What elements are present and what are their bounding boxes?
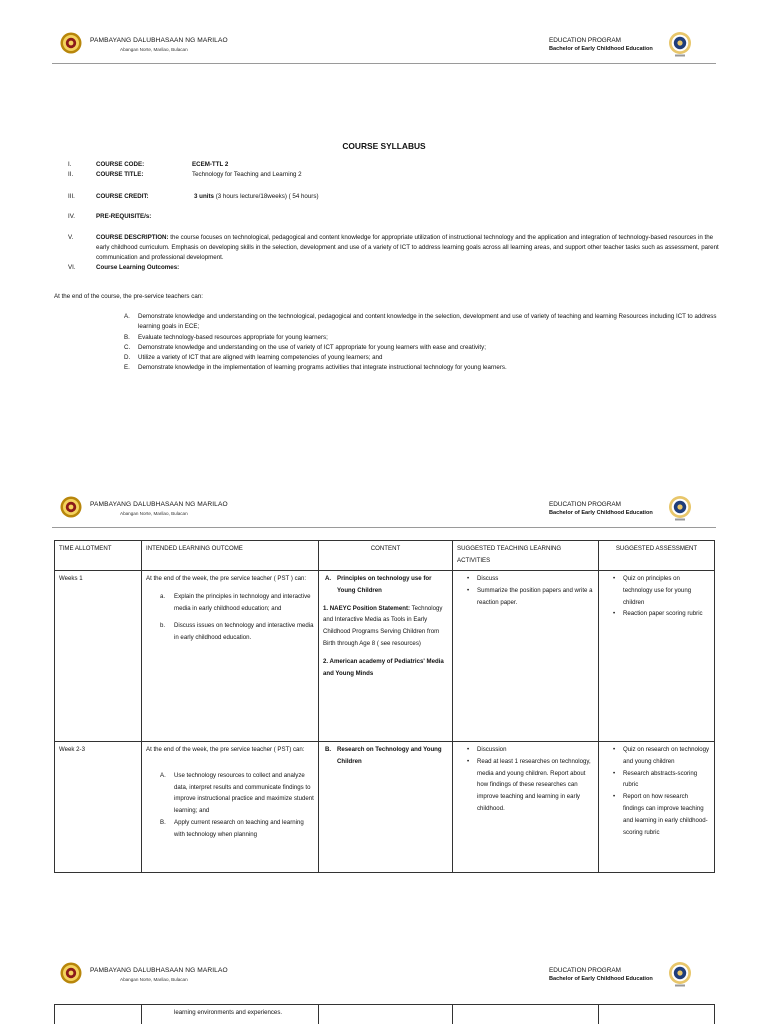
outcomes-intro: At the end of the course, the pre-service teachers can: (54, 293, 203, 300)
school-address: Abangan Norte, Marilao, Bulacan (120, 511, 188, 516)
program-label: EDUCATION PROGRAM (549, 501, 621, 508)
outcome-intro: At the end of the week, the pre service teacher ( PST ) can: (146, 575, 307, 582)
page-header-1 (0, 30, 768, 76)
degree-label: Bachelor of Early Childhood Education (549, 976, 653, 982)
course-code-value: ECEM-TTL 2 (192, 161, 229, 168)
item-text: Use technology resources to collect and analyze data, interpret results and communicate findings to improve instructional practice and maximize student learning; and (174, 771, 314, 815)
college-seal-logo (60, 32, 82, 54)
program-label: EDUCATION PROGRAM (549, 37, 621, 44)
outcome-text: Utilize a variety of ICT that are aligned with learning competencies of young learners; and (138, 354, 383, 361)
program-label: EDUCATION PROGRAM (549, 967, 621, 974)
course-description (96, 233, 720, 263)
activities-cell (453, 1005, 599, 1024)
activities-cell (453, 571, 599, 742)
column-header: SUGGESTED TEACHING LEARNING ACTIVITIES (453, 541, 599, 571)
content-text: Technology and Interactive Media as Tools in Early Childhood Programs Serving Children from Birth through Age 8 ( see resources) (323, 604, 443, 647)
bullet-icon: • (613, 769, 616, 777)
outcome-intro: At the end of the week, the pre service teacher ( PST) can: (146, 746, 305, 753)
list-item (457, 744, 594, 756)
degree-label: Bachelor of Early Childhood Education (549, 46, 653, 52)
learning-outcome-cell (142, 742, 319, 873)
bullet-icon: • (467, 746, 470, 753)
time-allotment-cell (55, 1005, 142, 1024)
outcome-letter: C. (124, 344, 131, 351)
item-text: Explain the principles in technology and interactive media in early childhood education; and (174, 592, 311, 612)
list-item (457, 573, 594, 585)
item-number: V. (68, 234, 74, 241)
course-description-text: the course focuses on technological, pedagogical and content knowledge for appropriate utilization of instructional technology and the application and integration of technology-based resources in the early childhood curriculum. Emphasis on developing skills in the selection, development and use of a variety of ICT to address learning goals across all learning areas, and support other teacher tasks such as assessment, parent communication and professional development. (96, 234, 719, 261)
item-text: Apply current research on teaching and learning with technology when planning (174, 818, 304, 838)
course-plan-table (54, 540, 715, 873)
item-text: Quiz on principles on technology use for young children (623, 575, 692, 606)
course-credit-value (194, 192, 319, 202)
bullet-icon: • (467, 575, 470, 582)
list-item (146, 770, 314, 817)
table-row (55, 571, 715, 742)
header-divider (52, 527, 716, 528)
item-number: III. (68, 193, 75, 200)
college-seal-logo (60, 496, 82, 518)
education-program-seal-logo (668, 495, 692, 521)
outcome-letter: D. (124, 354, 131, 361)
page-header-2 (0, 494, 768, 540)
item-number: II. (68, 171, 74, 178)
page-header-3 (0, 960, 768, 1006)
school-address: Abangan Norte, Marilao, Bulacan (120, 47, 188, 52)
bullet-icon: • (613, 610, 616, 618)
time-allotment-cell: Weeks 1 (55, 571, 142, 742)
learning-outcome-cell (142, 1005, 319, 1024)
table-row (55, 1005, 715, 1024)
column-header: SUGGESTED ASSESSMENT (599, 541, 715, 571)
item-text: Discuss (477, 575, 499, 582)
list-item (146, 620, 314, 644)
education-program-seal-logo (668, 31, 692, 57)
course-description-label: COURSE DESCRIPTION: (96, 234, 169, 241)
list-item (146, 591, 314, 615)
school-name: PAMBAYANG DALUBHASAAN NG MARILAO (90, 501, 228, 508)
item-letter: B. (325, 746, 332, 753)
item-text: Report on how research findings can improve teaching and learning in early childhood-scoring rubric (623, 793, 708, 836)
assessment-cell (599, 742, 715, 873)
outcome-letter: A. (124, 313, 130, 320)
learning-outcome-cell (142, 571, 319, 742)
content-cell (319, 742, 453, 873)
list-item (603, 791, 710, 838)
content-heading (323, 744, 448, 768)
content-cell (319, 1005, 453, 1024)
item-text: Research abstracts-scoring rubric (623, 769, 698, 789)
course-title-label: COURSE TITLE: (96, 171, 144, 178)
outcome-text: Demonstrate knowledge and understanding on the technological, pedagogical and content knowledge in the selection, development and use of variety of teaching and learning Resources including ICT to address learning goals in ECE; (138, 313, 717, 330)
learning-outcomes-label: Course Learning Outcomes: (96, 264, 180, 271)
column-header: CONTENT (319, 541, 453, 571)
item-letter: B. (160, 818, 166, 826)
school-name: PAMBAYANG DALUBHASAAN NG MARILAO (90, 37, 228, 44)
list-item (603, 573, 710, 608)
item-letter: A. (325, 575, 332, 582)
credit-units: 3 units (194, 193, 214, 200)
content-subtitle: 2. American academy of Pediatrics' Media and Young Minds (323, 657, 444, 677)
course-title-value: Technology for Teaching and Learning 2 (192, 171, 302, 178)
list-item (124, 312, 717, 332)
item-number: I. (68, 161, 72, 168)
item-letter: a. (160, 592, 166, 600)
credit-hours: (3 hours lecture/18weeks) ( 54 hours) (215, 193, 319, 200)
list-item (457, 585, 594, 609)
bullet-icon: • (467, 586, 470, 594)
content-subtitle: 1. NAEYC Position Statement: (323, 604, 411, 612)
content-heading (323, 573, 448, 597)
page-title: COURSE SYLLABUS (342, 141, 426, 151)
college-seal-logo (60, 962, 82, 984)
bullet-icon: • (467, 757, 470, 765)
item-text: learning environments and experiences. (174, 1009, 283, 1016)
bullet-icon: • (613, 746, 616, 753)
item-number: IV. (68, 213, 75, 220)
education-program-seal-logo (668, 961, 692, 987)
prerequisite-label: PRE-REQUISITE/s: (96, 213, 152, 220)
item-text: Discussion (477, 746, 507, 753)
column-header: TIME ALLOTMENT (55, 541, 142, 571)
school-address: Abangan Norte, Marilao, Bulacan (120, 977, 188, 982)
bullet-icon: • (613, 793, 616, 801)
course-code-label: COURSE CODE: (96, 161, 145, 168)
item-number: VI. (68, 264, 76, 271)
list-item (457, 756, 594, 815)
item-text: Read at least 1 researches on technology, media and young children. Report about how findings of these researches can improve teaching and learning in early childhood. (477, 757, 591, 812)
outcome-text: Demonstrate knowledge in the implementation of learning programs activities that integrate instructional technology for young learners. (138, 364, 507, 371)
column-header: INTENDED LEARNING OUTCOME (142, 541, 319, 571)
assessment-cell (599, 1005, 715, 1024)
outcome-text: Demonstrate knowledge and understanding on the use of variety of ICT appropriate for young learners with ease and creativity; (138, 344, 486, 351)
item-text: Quiz on research on technology and young children (623, 746, 710, 765)
header-divider (52, 63, 716, 64)
bullet-icon: • (613, 575, 616, 582)
school-name: PAMBAYANG DALUBHASAAN NG MARILAO (90, 967, 228, 974)
list-item (603, 608, 710, 620)
item-letter: A. (160, 771, 166, 779)
item-text: Summarize the position papers and write a reaction paper. (477, 586, 593, 606)
content-title: Research on Technology and Young Children (337, 746, 442, 765)
list-item (146, 1007, 314, 1019)
list-item (146, 817, 314, 841)
time-allotment-cell: Week 2-3 (55, 742, 142, 873)
content-title: Principles on technology use for Young Children (337, 575, 432, 594)
item-text: Discuss issues on technology and interactive media in early childhood education. (174, 622, 314, 642)
assessment-cell (599, 571, 715, 742)
content-cell (319, 571, 453, 742)
activities-cell (453, 742, 599, 873)
course-plan-table-continued (54, 1004, 715, 1024)
list-item (603, 768, 710, 792)
item-text: Reaction paper scoring rubric (623, 610, 703, 618)
course-credit-label: COURSE CREDIT: (96, 193, 149, 200)
table-header-row (55, 541, 715, 571)
outcome-letter: E. (124, 364, 130, 371)
degree-label: Bachelor of Early Childhood Education (549, 510, 653, 516)
item-letter: b. (160, 622, 166, 630)
outcome-letter: B. (124, 334, 130, 341)
outcome-text: Evaluate technology-based resources appropriate for young learners; (138, 334, 328, 341)
table-row (55, 742, 715, 873)
list-item (603, 744, 710, 768)
